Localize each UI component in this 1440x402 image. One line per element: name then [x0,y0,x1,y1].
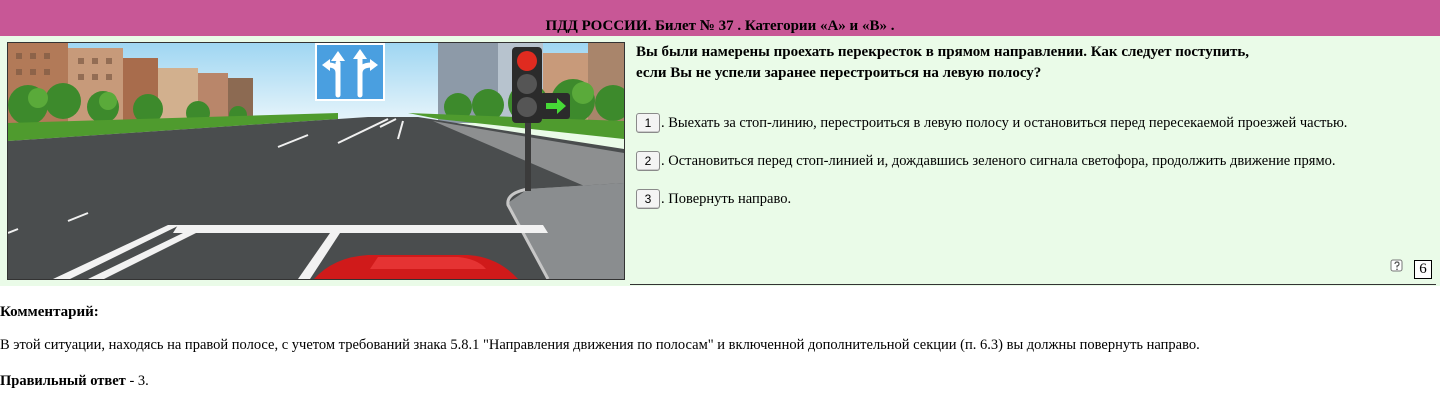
correct-answer-label: Правильный ответ [0,373,126,389]
answer-option-2 [636,150,1347,172]
question-line-2: если Вы не успели заранее перестроиться на левую полосу? [636,65,1042,81]
intersection-illustration [8,43,624,279]
panel-divider [630,284,1436,285]
answer-3-button[interactable]: 3 [636,189,660,209]
question-help-icon[interactable] [1390,259,1404,273]
correct-answer [0,373,149,390]
comment-text: В этой ситуации, находясь на правой полосе, с учетом требований знака 5.8.1 "Направления движения по полосам" и включенной дополнительной секции (п. 6.3) вы должны повернуть направо. [0,337,1200,353]
answer-3-text: . Повернуть направо. [661,190,792,207]
ticket-title: ПДД РОССИИ. Билет № 37 . Категории «A» и «B» . [545,18,895,34]
comment-title: Комментарий: [0,304,99,320]
answer-1-text: . Выехать за стоп-линию, перестроиться в левую полосу и остановиться перед пересекаемой проезжей частью. [661,114,1348,131]
answer-option-3 [636,188,1347,210]
answer-1-button[interactable]: 1 [636,113,660,133]
question-block [636,42,1426,84]
ticket-header [0,0,1440,36]
answer-list [636,112,1347,226]
question-line-1: Вы были намерены проехать перекресток в прямом направлении. Как следует поступить, [636,44,1250,60]
scene-image [7,42,625,280]
answer-2-button[interactable]: 2 [636,151,660,171]
question-text [636,42,1426,84]
answer-option-1 [636,112,1347,134]
help-glyph [1390,259,1404,273]
correct-answer-value: - 3. [125,373,149,389]
answer-2-text: . Остановиться перед стоп-линией и, дождавшись зеленого сигнала светофора, продолжить движение прямо. [661,152,1336,169]
question-counter: 6 [1414,260,1432,279]
